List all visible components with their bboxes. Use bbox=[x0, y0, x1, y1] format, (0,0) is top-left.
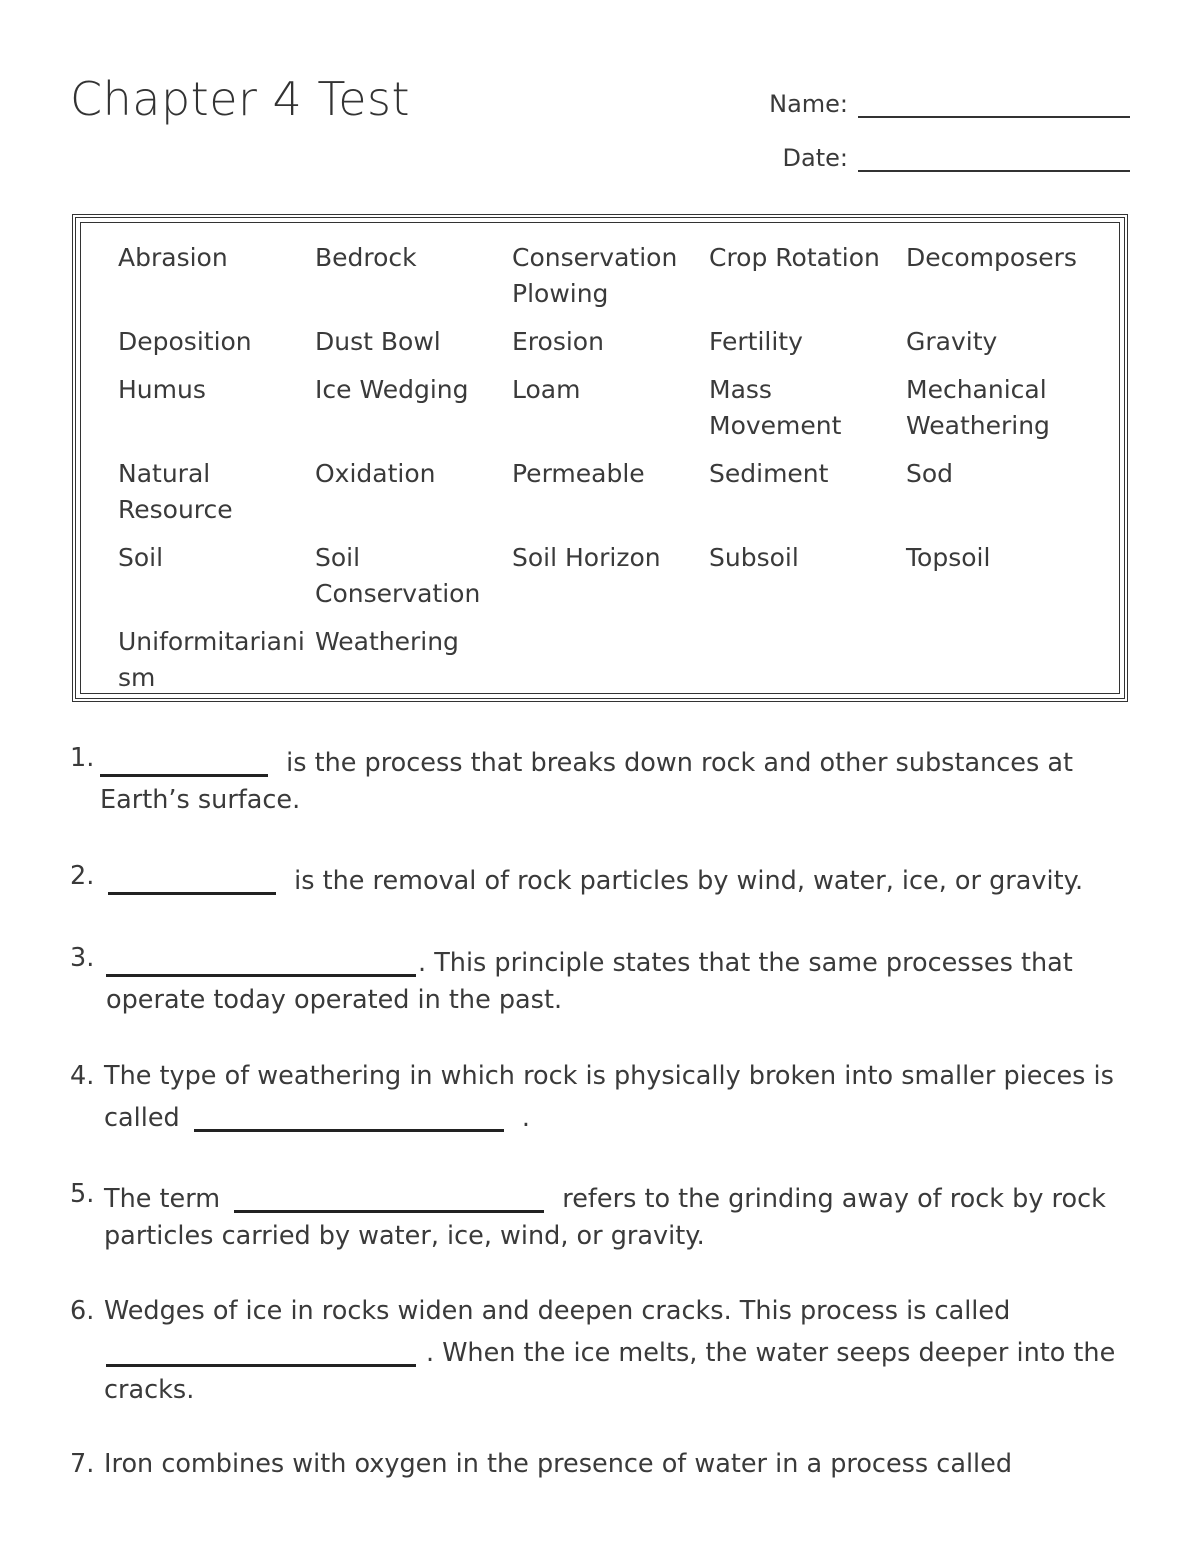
question-text-after: is the removal of rock particles by wind, water, ice, or gravity. bbox=[286, 866, 1084, 896]
word-bank-term: Soil bbox=[118, 543, 164, 572]
question-text-before: Wedges of ice in rocks widen and deepen cracks. This process is called bbox=[104, 1296, 1011, 1326]
question-number: 4. bbox=[70, 1061, 95, 1091]
word-bank-term: Natural Resource bbox=[118, 459, 233, 524]
word-bank-term: Abrasion bbox=[118, 243, 228, 272]
word-bank-term: Deposition bbox=[118, 327, 252, 356]
question-number: 5. bbox=[70, 1179, 95, 1209]
question-number: 6. bbox=[70, 1296, 95, 1326]
word-bank-term bbox=[512, 624, 709, 696]
word-bank-term: Mass Movement bbox=[709, 375, 842, 440]
word-bank-term: Subsoil bbox=[709, 543, 799, 572]
word-bank-term: Loam bbox=[512, 375, 581, 404]
word-bank-term: Bedrock bbox=[315, 243, 417, 272]
word-bank-term: Sod bbox=[906, 459, 954, 488]
word-bank-grid bbox=[118, 240, 1103, 696]
word-bank-term: Uniformitarianism bbox=[118, 627, 305, 692]
word-bank-term: Ice Wedging bbox=[315, 375, 469, 404]
word-bank-term: Soil Conservation bbox=[315, 543, 481, 608]
word-bank-term: Oxidation bbox=[315, 459, 436, 488]
question-5 bbox=[70, 1176, 1130, 1255]
question-7 bbox=[70, 1446, 1130, 1483]
answer-blank-6[interactable] bbox=[106, 1336, 416, 1367]
word-bank-term: Permeable bbox=[512, 459, 645, 488]
question-text-after: . This principle states that the same processes that operate today operated in the past. bbox=[106, 948, 1073, 1015]
question-text-after: refers to the grinding away of rock by rock particles carried by water, ice, wind, or gravity. bbox=[104, 1184, 1106, 1251]
question-text-after: is the process that breaks down rock and other substances at Earth’s surface. bbox=[100, 748, 1073, 815]
question-3 bbox=[70, 940, 1130, 1019]
question-text-before: The type of weathering in which rock is physically broken into smaller pieces is called bbox=[104, 1061, 1114, 1133]
question-number: 7. bbox=[70, 1449, 95, 1479]
question-1 bbox=[70, 740, 1130, 819]
question-text-before: The term bbox=[104, 1184, 229, 1214]
question-number: 1. bbox=[70, 743, 95, 773]
answer-blank-4[interactable] bbox=[194, 1101, 504, 1132]
question-text-after: . bbox=[513, 1103, 531, 1133]
question-number: 2. bbox=[70, 861, 95, 891]
date-blank[interactable] bbox=[858, 140, 1130, 172]
question-6 bbox=[70, 1293, 1130, 1409]
word-bank-term: Soil Horizon bbox=[512, 543, 661, 572]
question-number: 3. bbox=[70, 943, 95, 973]
question-text-after: . When the ice melts, the water seeps deeper into the cracks. bbox=[104, 1338, 1116, 1405]
word-bank-term bbox=[906, 624, 1103, 696]
answer-blank-2[interactable] bbox=[108, 864, 276, 895]
word-bank-term: Crop Rotation bbox=[709, 243, 880, 272]
name-blank[interactable] bbox=[858, 86, 1130, 118]
word-bank-term: Decomposers bbox=[906, 243, 1077, 272]
word-bank-term: Erosion bbox=[512, 327, 604, 356]
word-bank-term: Fertility bbox=[709, 327, 803, 356]
date-label: Date: bbox=[782, 144, 848, 172]
word-bank-term: Humus bbox=[118, 375, 206, 404]
name-field-row bbox=[750, 78, 1130, 118]
word-bank-term: Weathering bbox=[315, 627, 459, 656]
answer-blank-3[interactable] bbox=[106, 946, 416, 977]
answer-blank-5[interactable] bbox=[234, 1182, 544, 1213]
word-bank-term: Gravity bbox=[906, 327, 998, 356]
word-bank-term: Sediment bbox=[709, 459, 829, 488]
answer-blank-1[interactable] bbox=[100, 746, 268, 777]
word-bank-term: Dust Bowl bbox=[315, 327, 441, 356]
question-text-before: Iron combines with oxygen in the presence of water in a process called bbox=[104, 1449, 1013, 1479]
word-bank-term: Topsoil bbox=[906, 543, 991, 572]
word-bank-term bbox=[709, 624, 906, 696]
name-label: Name: bbox=[769, 90, 848, 118]
question-4 bbox=[70, 1058, 1130, 1137]
page-title: Chapter 4 Test bbox=[70, 72, 411, 126]
word-bank-box bbox=[72, 214, 1128, 702]
word-bank-term: Mechanical Weathering bbox=[906, 375, 1050, 440]
word-bank-term: Conservation Plowing bbox=[512, 243, 678, 308]
date-field-row bbox=[750, 132, 1130, 172]
question-2 bbox=[70, 858, 1130, 900]
